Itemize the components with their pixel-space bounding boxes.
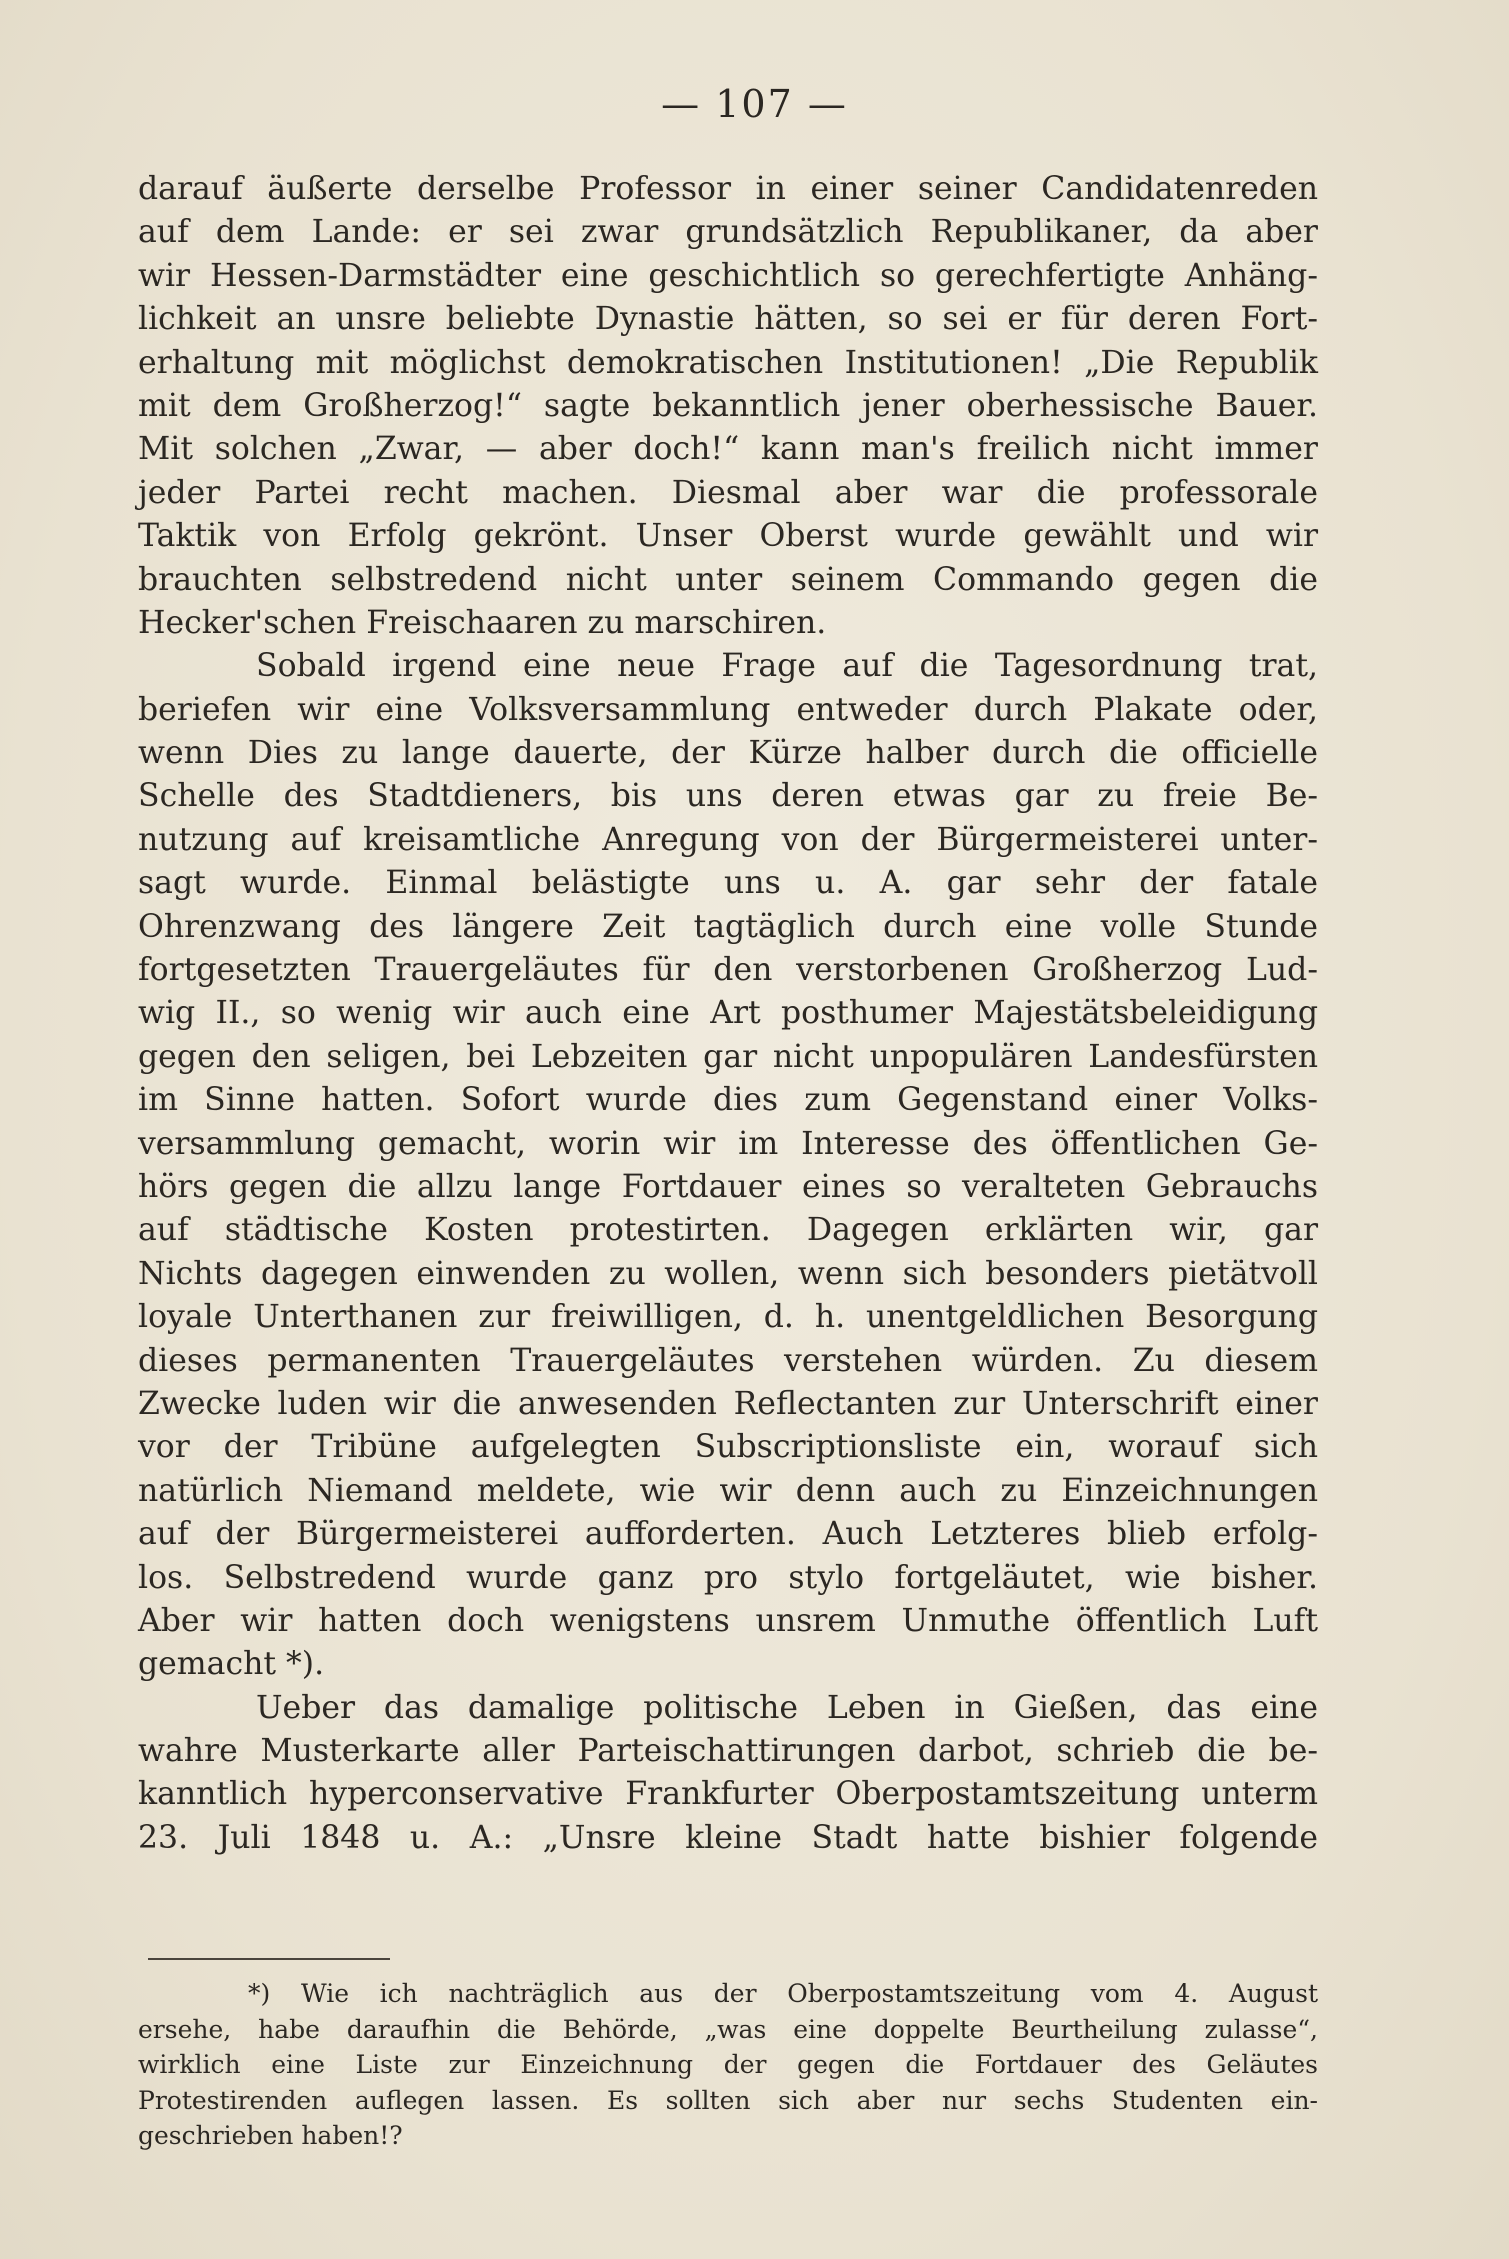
text-line: brauchten selbstredend nicht unter seinem Commando gegen die: [138, 561, 1318, 598]
body-text: [138, 168, 1318, 1860]
text-line: natürlich Niemand meldete, wie wir denn auch zu Einzeichnungen: [138, 1472, 1318, 1509]
text-line: beriefen wir eine Volksversammlung entweder durch Plakate oder,: [138, 691, 1318, 728]
text-line: sagt wurde. Einmal belästigte uns u. A. gar sehr der fatale: [138, 865, 1318, 902]
text-line: nutzung auf kreisamtliche Anregung von der Bürgermeisterei unter-: [138, 821, 1318, 858]
text-line: 23. Juli 1848 u. A.: „Unsre kleine Stadt hatte bishier folgende: [138, 1819, 1318, 1856]
text-line: hörs gegen die allzu lange Fortdauer eines so veralteten Gebrauchs: [138, 1168, 1318, 1205]
text-line: Zwecke luden wir die anwesenden Reflectanten zur Unterschrift einer: [138, 1385, 1318, 1422]
text-line: versammlung gemacht, worin wir im Interesse des öffentlichen Ge-: [138, 1125, 1318, 1162]
text-line: auf städtische Kosten protestirten. Dagegen erklärten wir, gar: [138, 1212, 1318, 1249]
text-line: dieses permanenten Trauergeläutes verstehen würden. Zu diesem: [138, 1342, 1318, 1379]
footnote-line: wirklich eine Liste zur Einzeichnung der gegen die Fortdauer des Geläutes: [138, 2050, 1318, 2079]
text-line: erhaltung mit möglichst demokratischen Institutionen! „Die Republik: [138, 344, 1318, 381]
text-line: los. Selbstredend wurde ganz pro stylo fortgeläutet, wie bisher.: [138, 1559, 1318, 1596]
text-line: loyale Unterthanen zur freiwilligen, d. h. unentgeldlichen Besorgung: [138, 1299, 1318, 1336]
page-number: — 107 —: [661, 82, 848, 126]
text-line: im Sinne hatten. Sofort wurde dies zum Gegenstand einer Volks-: [138, 1082, 1318, 1119]
text-line: auf der Bürgermeisterei aufforderten. Auch Letzteres blieb erfolg-: [138, 1516, 1318, 1553]
footnote-line: geschrieben haben!?: [138, 2121, 403, 2150]
text-line: vor der Tribüne aufgelegten Subscriptionsliste ein, worauf sich: [138, 1429, 1318, 1466]
footnote-divider: [148, 1958, 390, 1960]
text-line: wahre Musterkarte aller Parteischattirungen darbot, schrieb die be-: [138, 1733, 1318, 1770]
footnote-line: ersehe, habe daraufhin die Behörde, „was eine doppelte Beurtheilung zulasse“,: [138, 2014, 1318, 2044]
text-line: Mit solchen „Zwar, — aber doch!“ kann man's freilich nicht immer: [138, 431, 1318, 468]
text-line: mit dem Großherzog!“ sagte bekanntlich jener oberhessische Bauer.: [138, 387, 1318, 424]
footnote: [138, 1976, 1318, 2154]
text-line: wig II., so wenig wir auch eine Art posthumer Majestätsbeleidigung: [138, 995, 1318, 1032]
text-line: auf dem Lande: er sei zwar grundsätzlich Republikaner, da aber: [138, 214, 1318, 251]
text-line: darauf äußerte derselbe Professor in einer seiner Candidatenreden: [138, 171, 1318, 207]
text-line: lichkeit an unsre beliebte Dynastie hätten, so sei er für deren Fort-: [138, 301, 1318, 338]
text-line: kanntlich hyperconservative Frankfurter Oberpostamtszeitung unterm: [138, 1776, 1318, 1813]
text-line: Hecker'schen Freischaaren zu marschiren.: [138, 604, 827, 641]
text-line: Ohrenzwang des längere Zeit tagtäglich durch eine volle Stunde: [138, 908, 1318, 945]
text-line: gegen den seligen, bei Lebzeiten gar nicht unpopulären Landesfürsten: [138, 1038, 1318, 1075]
text-line: Ueber das damalige politische Leben in Gießen, das eine: [256, 1689, 1318, 1726]
text-line: Nichts dagegen einwenden zu wollen, wenn sich besonders pietätvoll: [138, 1255, 1318, 1292]
text-line: Schelle des Stadtdieners, bis uns deren etwas gar zu freie Be-: [138, 778, 1318, 815]
text-line: wenn Dies zu lange dauerte, der Kürze halber durch die officielle: [138, 735, 1318, 772]
text-line: gemacht *).: [138, 1646, 325, 1683]
text-line: fortgesetzten Trauergeläutes für den verstorbenen Großherzog Lud-: [138, 952, 1318, 989]
text-line: Sobald irgend eine neue Frage auf die Tagesordnung trat,: [256, 648, 1318, 685]
text-line: Taktik von Erfolg gekrönt. Unser Oberst wurde gewählt und wir: [138, 518, 1318, 555]
text-line: jeder Partei recht machen. Diesmal aber war die professorale: [138, 474, 1318, 511]
text-line: Aber wir hatten doch wenigstens unsrem Unmuthe öffentlich Luft: [138, 1602, 1318, 1639]
text-line: wir Hessen-Darmstädter eine geschichtlich so gerechfertigte Anhäng-: [138, 257, 1318, 294]
footnote-line: Protestirenden auflegen lassen. Es sollten sich aber nur sechs Studenten ein-: [138, 2085, 1318, 2115]
footnote-line: *) Wie ich nachträglich aus der Oberpostamtszeitung vom 4. August: [248, 1979, 1318, 2008]
